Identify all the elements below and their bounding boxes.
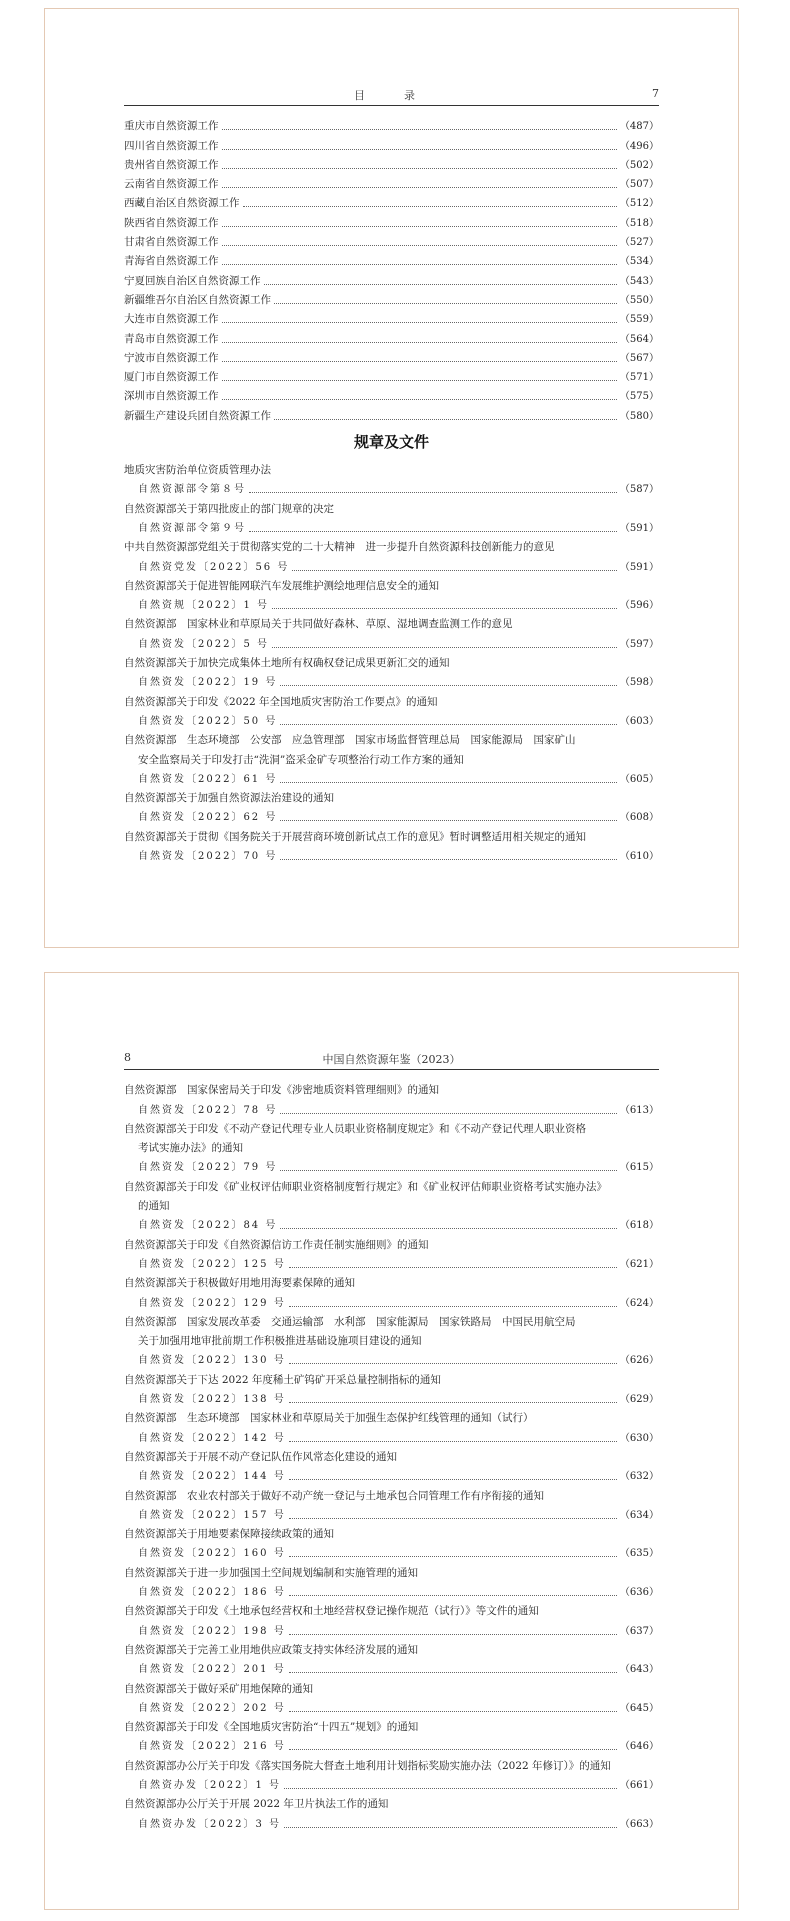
toc-entry-title: 青海省自然资源工作 — [124, 255, 219, 268]
toc-entry[interactable] — [124, 172, 659, 191]
toc-entry-page: （591） — [619, 522, 659, 534]
document-title-line[interactable]: 自然资源部关于做好采矿用地保障的通知 — [124, 1682, 313, 1695]
leader-dots — [222, 342, 617, 343]
toc-entry-title: 新疆维吾尔自治区自然资源工作 — [124, 293, 271, 306]
leader-dots — [222, 322, 617, 323]
leader-dots — [243, 206, 617, 207]
toc-entry-page: （543） — [619, 275, 659, 287]
toc-entry-page: （587） — [619, 484, 659, 496]
toc-entry-page: （591） — [619, 561, 659, 573]
toc-entry-title: 自然资发〔2022〕125 号 — [138, 1258, 286, 1270]
leader-dots — [222, 380, 617, 381]
toc-entry[interactable] — [124, 1213, 659, 1232]
toc-entry-page: （512） — [619, 198, 659, 210]
toc-region-list — [124, 114, 659, 423]
leader-dots — [289, 1306, 617, 1307]
toc-entry-page: （624） — [619, 1297, 659, 1309]
header-page-number: 8 — [124, 1051, 131, 1064]
document-title-line[interactable]: 自然资源部 生态环境部 国家林业和草原局关于加强生态保护红线管理的通知（试行） — [124, 1412, 534, 1425]
toc-entry-title: 重庆市自然资源工作 — [124, 120, 219, 133]
toc-entry-title: 自然资发〔2022〕130 号 — [138, 1355, 286, 1367]
document-title-line[interactable]: 自然资源部关于加快完成集体土地所有权确权登记成果更新汇交的通知 — [124, 657, 450, 670]
leader-dots — [222, 226, 617, 227]
toc-entry-page: （571） — [619, 372, 659, 384]
toc-entry-title: 自然资党发〔2022〕56 号 — [138, 561, 290, 573]
document-title-line[interactable]: 自然资源部关于完善工业用地供应政策支持实体经济发展的通知 — [124, 1643, 418, 1656]
leader-dots — [222, 264, 617, 265]
toc-entry[interactable] — [124, 593, 659, 612]
toc-entry[interactable] — [124, 307, 659, 326]
leader-dots — [222, 149, 617, 150]
toc-entry-title: 自然资发〔2022〕79 号 — [138, 1162, 278, 1174]
leader-dots — [280, 859, 617, 860]
toc-entry-page: （632） — [619, 1471, 659, 1483]
leader-dots — [274, 419, 617, 420]
document-title-line[interactable]: 自然资源部关于印发《2022 年全国地质灾害防治工作要点》的通知 — [124, 695, 438, 708]
document-title-line[interactable]: 考试实施办法》的通知 — [138, 1142, 243, 1155]
document-title-line[interactable]: 自然资源部关于积极做好用地用海要素保障的通知 — [124, 1277, 355, 1290]
toc-entry[interactable] — [124, 1503, 659, 1522]
toc-entry[interactable] — [124, 249, 659, 268]
toc-entry-title: 厦门市自然资源工作 — [124, 371, 219, 384]
toc-entry-title: 宁波市自然资源工作 — [124, 351, 219, 364]
document-title-line[interactable]: 自然资源部办公厅关于开展 2022 年卫片执法工作的通知 — [124, 1798, 389, 1811]
toc-entry-title: 自然资发〔2022〕129 号 — [138, 1297, 286, 1309]
toc-entry[interactable] — [124, 477, 659, 496]
leader-dots — [272, 647, 617, 648]
toc-entry[interactable] — [124, 1580, 659, 1599]
toc-entry[interactable] — [124, 554, 659, 573]
toc-entry-page: （550） — [619, 294, 659, 306]
document-title-line[interactable]: 的通知 — [138, 1200, 170, 1213]
toc-entry-page: （608） — [619, 812, 659, 824]
document-title-line[interactable]: 自然资源部关于促进智能网联汽车发展维护测绘地理信息安全的通知 — [124, 579, 439, 592]
toc-entry[interactable] — [124, 844, 659, 863]
toc-entry-title: 自然资发〔2022〕5 号 — [138, 638, 269, 650]
leader-dots — [280, 1228, 617, 1229]
book-page-8 — [44, 972, 739, 1910]
toc-entry-page: （559） — [619, 314, 659, 326]
toc-entry-title: 新疆生产建设兵团自然资源工作 — [124, 409, 271, 422]
toc-entry-title: 西藏自治区自然资源工作 — [124, 197, 240, 210]
toc-entry[interactable] — [124, 1773, 659, 1792]
leader-dots — [222, 245, 617, 246]
leader-dots — [284, 1827, 617, 1828]
toc-entry[interactable] — [124, 1657, 659, 1676]
toc-entry-title: 自然资发〔2022〕62 号 — [138, 812, 278, 824]
leader-dots — [289, 1749, 617, 1750]
toc-entry-title: 自然资发〔2022〕216 号 — [138, 1741, 286, 1753]
leader-dots — [272, 608, 617, 609]
toc-entry-page: （596） — [619, 600, 659, 612]
document-title-line[interactable]: 自然资源部 农业农村部关于做好不动产统一登记与土地承包合同管理工作有序衔接的通知 — [124, 1489, 544, 1502]
toc-entry[interactable] — [124, 346, 659, 365]
toc-entry-page: （626） — [619, 1355, 659, 1367]
document-title-line[interactable]: 自然资源部关于印发《矿业权评估师职业资格制度暂行规定》和《矿业权评估师职业资格考试实施办法》 — [124, 1180, 607, 1193]
leader-dots — [222, 187, 617, 188]
leader-dots — [289, 1634, 617, 1635]
toc-entry-title: 自然资发〔2022〕186 号 — [138, 1587, 286, 1599]
toc-entry-title: 自然资发〔2022〕61 号 — [138, 773, 278, 785]
toc-entry[interactable] — [124, 1541, 659, 1560]
toc-entry-page: （629） — [619, 1394, 659, 1406]
document-title-line[interactable]: 中共自然资源部党组关于贯彻落实党的二十大精神 进一步提升自然资源科技创新能力的意见 — [124, 541, 555, 554]
toc-entry[interactable] — [124, 365, 659, 384]
toc-entry-title: 贵州省自然资源工作 — [124, 158, 219, 171]
toc-entry-title: 自然资发〔2022〕70 号 — [138, 850, 278, 862]
toc-entry[interactable] — [124, 114, 659, 133]
toc-entry[interactable] — [124, 1734, 659, 1753]
toc-entry-page: （518） — [619, 217, 659, 229]
toc-entry-title: 自然资办发〔2022〕1 号 — [138, 1779, 281, 1791]
document-title-line[interactable]: 自然资源部办公厅关于印发《落实国务院大督查土地利用计划指标奖励实施办法（2022 年修订）》的通知 — [124, 1759, 611, 1772]
document-title-line[interactable]: 自然资源部关于印发《全国地质灾害防治“十四五”规划》的通知 — [124, 1721, 419, 1734]
toc-entry-page: （634） — [619, 1509, 659, 1521]
document-title-line[interactable]: 地质灾害防治单位资质管理办法 — [124, 464, 271, 477]
toc-entry[interactable] — [124, 326, 659, 345]
toc-entry-page: （567） — [619, 352, 659, 364]
leader-dots — [222, 361, 617, 362]
toc-document-list — [124, 1078, 659, 1831]
toc-entry-title: 陕西省自然资源工作 — [124, 216, 219, 229]
leader-dots — [284, 1788, 617, 1789]
toc-entry[interactable] — [124, 1464, 659, 1483]
toc-entry[interactable] — [124, 767, 659, 786]
toc-entry[interactable] — [124, 805, 659, 824]
document-title-line[interactable]: 自然资源部关于加强自然资源法治建设的通知 — [124, 792, 334, 805]
document-title-line[interactable]: 自然资源部关于印发《不动产登记代理专业人员职业资格制度规定》和《不动产登记代理人职业资格 — [124, 1122, 586, 1135]
toc-entry[interactable] — [124, 1811, 659, 1830]
toc-entry-title: 自然资发〔2022〕142 号 — [138, 1432, 286, 1444]
leader-dots — [289, 1402, 617, 1403]
leader-dots — [280, 1113, 617, 1114]
toc-entry[interactable] — [124, 210, 659, 229]
toc-entry[interactable] — [124, 516, 659, 535]
running-header — [124, 1047, 659, 1070]
toc-entry-page: （635） — [619, 1548, 659, 1560]
leader-dots — [289, 1672, 617, 1673]
toc-entry[interactable] — [124, 1348, 659, 1367]
toc-entry[interactable] — [124, 268, 659, 287]
document-title-line[interactable]: 自然资源部关于用地要素保障接续政策的通知 — [124, 1528, 334, 1541]
running-header — [124, 83, 659, 106]
leader-dots — [292, 570, 617, 571]
leader-dots — [289, 1479, 617, 1480]
leader-dots — [222, 129, 617, 130]
toc-entry[interactable] — [124, 133, 659, 152]
page-content — [124, 83, 659, 863]
toc-entry-title: 大连市自然资源工作 — [124, 313, 219, 326]
leader-dots — [289, 1595, 617, 1596]
toc-entry-page: （507） — [619, 179, 659, 191]
toc-entry-title: 自然资发〔2022〕160 号 — [138, 1548, 286, 1560]
toc-entry[interactable] — [124, 1155, 659, 1174]
toc-entry-page: （645） — [619, 1702, 659, 1714]
document-title-line[interactable]: 自然资源部关于进一步加强国土空间规划编制和实施管理的通知 — [124, 1566, 418, 1579]
toc-entry[interactable] — [124, 153, 659, 172]
header-title: 目 录 — [354, 89, 429, 102]
toc-entry-title: 宁夏回族自治区自然资源工作 — [124, 274, 261, 287]
toc-entry-page: （598） — [619, 677, 659, 689]
toc-entry-page: （527） — [619, 237, 659, 249]
document-title-line[interactable]: 自然资源部关于下达 2022 年度稀土矿钨矿开采总量控制指标的通知 — [124, 1373, 441, 1386]
leader-dots — [264, 284, 617, 285]
leader-dots — [289, 1518, 617, 1519]
toc-entry-title: 自然资发〔2022〕202 号 — [138, 1702, 286, 1714]
toc-entry-page: （534） — [619, 256, 659, 268]
toc-document-list — [124, 458, 659, 863]
toc-entry-title: 云南省自然资源工作 — [124, 178, 219, 191]
toc-entry-title: 四川省自然资源工作 — [124, 139, 219, 152]
toc-entry-page: （663） — [619, 1818, 659, 1830]
toc-entry[interactable] — [124, 191, 659, 210]
toc-entry[interactable] — [124, 631, 659, 650]
toc-entry-page: （646） — [619, 1741, 659, 1753]
document-title-line[interactable]: 自然资源部 国家发展改革委 交通运输部 水利部 国家能源局 国家铁路局 中国民用航空局 — [124, 1315, 576, 1328]
leader-dots — [289, 1267, 617, 1268]
toc-entry-title: 自然资发〔2022〕19 号 — [138, 677, 278, 689]
toc-entry-page: （564） — [619, 333, 659, 345]
toc-entry[interactable] — [124, 1425, 659, 1444]
toc-entry-title: 自然资发〔2022〕201 号 — [138, 1664, 286, 1676]
toc-entry-page: （613） — [619, 1104, 659, 1116]
toc-entry-page: （580） — [619, 410, 659, 422]
document-title-line[interactable]: 自然资源部 生态环境部 公安部 应急管理部 国家市场监督管理总局 国家能源局 国家矿山 — [124, 734, 576, 747]
document-title-line[interactable]: 自然资源部关于贯彻《国务院关于开展营商环境创新试点工作的意见》暂时调整适用相关规定的通知 — [124, 830, 586, 843]
toc-entry-title: 甘肃省自然资源工作 — [124, 236, 219, 249]
toc-entry-page: （575） — [619, 391, 659, 403]
toc-entry-page: （661） — [619, 1779, 659, 1791]
toc-entry-page: （502） — [619, 159, 659, 171]
leader-dots — [222, 168, 617, 169]
toc-entry[interactable] — [124, 1618, 659, 1637]
toc-entry-title: 自然资发〔2022〕157 号 — [138, 1509, 286, 1521]
leader-dots — [274, 303, 617, 304]
leader-dots — [289, 1556, 617, 1557]
leader-dots — [289, 1363, 617, 1364]
toc-entry-page: （605） — [619, 773, 659, 785]
toc-entry[interactable] — [124, 1290, 659, 1309]
leader-dots — [289, 1711, 617, 1712]
toc-entry-title: 深圳市自然资源工作 — [124, 390, 219, 403]
toc-entry-page: （643） — [619, 1664, 659, 1676]
toc-entry[interactable] — [124, 1696, 659, 1715]
toc-entry-title: 自然资办发〔2022〕3 号 — [138, 1818, 281, 1830]
toc-entry[interactable] — [124, 403, 659, 422]
toc-entry-page: （615） — [619, 1162, 659, 1174]
document-title-line[interactable]: 自然资源部 国家保密局关于印发《涉密地质资料管理细则》的通知 — [124, 1084, 439, 1097]
toc-entry-page: （630） — [619, 1432, 659, 1444]
book-page-7 — [44, 8, 739, 948]
toc-entry-page: （487） — [619, 121, 659, 133]
header-page-number: 7 — [652, 87, 659, 100]
leader-dots — [222, 399, 617, 400]
toc-entry[interactable] — [124, 384, 659, 403]
leader-dots — [280, 820, 617, 821]
toc-entry[interactable] — [124, 230, 659, 249]
leader-dots — [280, 724, 617, 725]
document-title-line[interactable]: 自然资源部关于开展不动产登记队伍作风常态化建设的通知 — [124, 1450, 397, 1463]
document-title-line[interactable]: 安全监察局关于印发打击“洗洞”盗采金矿专项整治行动工作方案的通知 — [138, 753, 464, 766]
leader-dots — [280, 782, 617, 783]
section-heading: 规章及文件 — [353, 432, 429, 451]
toc-entry-title: 自然资发〔2022〕84 号 — [138, 1220, 278, 1232]
toc-entry[interactable] — [124, 1097, 659, 1116]
toc-entry-page: （618） — [619, 1220, 659, 1232]
toc-entry-title: 自然资规〔2022〕1 号 — [138, 600, 269, 612]
toc-entry[interactable] — [124, 709, 659, 728]
leader-dots — [249, 531, 617, 532]
toc-entry-page: （597） — [619, 638, 659, 650]
toc-entry[interactable] — [124, 670, 659, 689]
toc-entry-page: （496） — [619, 140, 659, 152]
toc-entry-title: 自然资发〔2022〕78 号 — [138, 1104, 278, 1116]
header-title: 中国自然资源年鉴（2023） — [322, 1053, 461, 1066]
document-title-line[interactable]: 自然资源部关于印发《自然资源信访工作责任制实施细则》的通知 — [124, 1238, 429, 1251]
toc-entry-title: 自然资源部令第８号 — [138, 484, 246, 496]
toc-entry-page: （610） — [619, 850, 659, 862]
document-title-line[interactable]: 自然资源部关于印发《土地承包经营权和土地经营权登记操作规范（试行）》等文件的通知 — [124, 1605, 539, 1618]
toc-entry-page: （603） — [619, 715, 659, 727]
toc-entry-title: 自然资发〔2022〕144 号 — [138, 1471, 286, 1483]
toc-entry-title: 自然资发〔2022〕138 号 — [138, 1394, 286, 1406]
toc-entry-page: （621） — [619, 1258, 659, 1270]
document-title-line[interactable]: 关于加强用地审批前期工作积极推进基础设施项目建设的通知 — [138, 1335, 422, 1348]
toc-entry-page: （637） — [619, 1625, 659, 1637]
toc-entry-title: 青岛市自然资源工作 — [124, 332, 219, 345]
leader-dots — [249, 492, 617, 493]
toc-entry[interactable] — [124, 288, 659, 307]
document-title-line[interactable]: 自然资源部 国家林业和草原局关于共同做好森林、草原、湿地调查监测工作的意见 — [124, 618, 513, 631]
leader-dots — [280, 685, 617, 686]
leader-dots — [280, 1170, 617, 1171]
toc-entry[interactable] — [124, 1387, 659, 1406]
document-title-line[interactable]: 自然资源部关于第四批废止的部门规章的决定 — [124, 502, 334, 515]
leader-dots — [289, 1441, 617, 1442]
toc-entry[interactable] — [124, 1252, 659, 1271]
toc-entry-title: 自然资发〔2022〕50 号 — [138, 715, 278, 727]
toc-entry-page: （636） — [619, 1587, 659, 1599]
page-content — [124, 1047, 659, 1831]
toc-entry-title: 自然资发〔2022〕198 号 — [138, 1625, 286, 1637]
toc-entry-title: 自然资源部令第９号 — [138, 522, 246, 534]
